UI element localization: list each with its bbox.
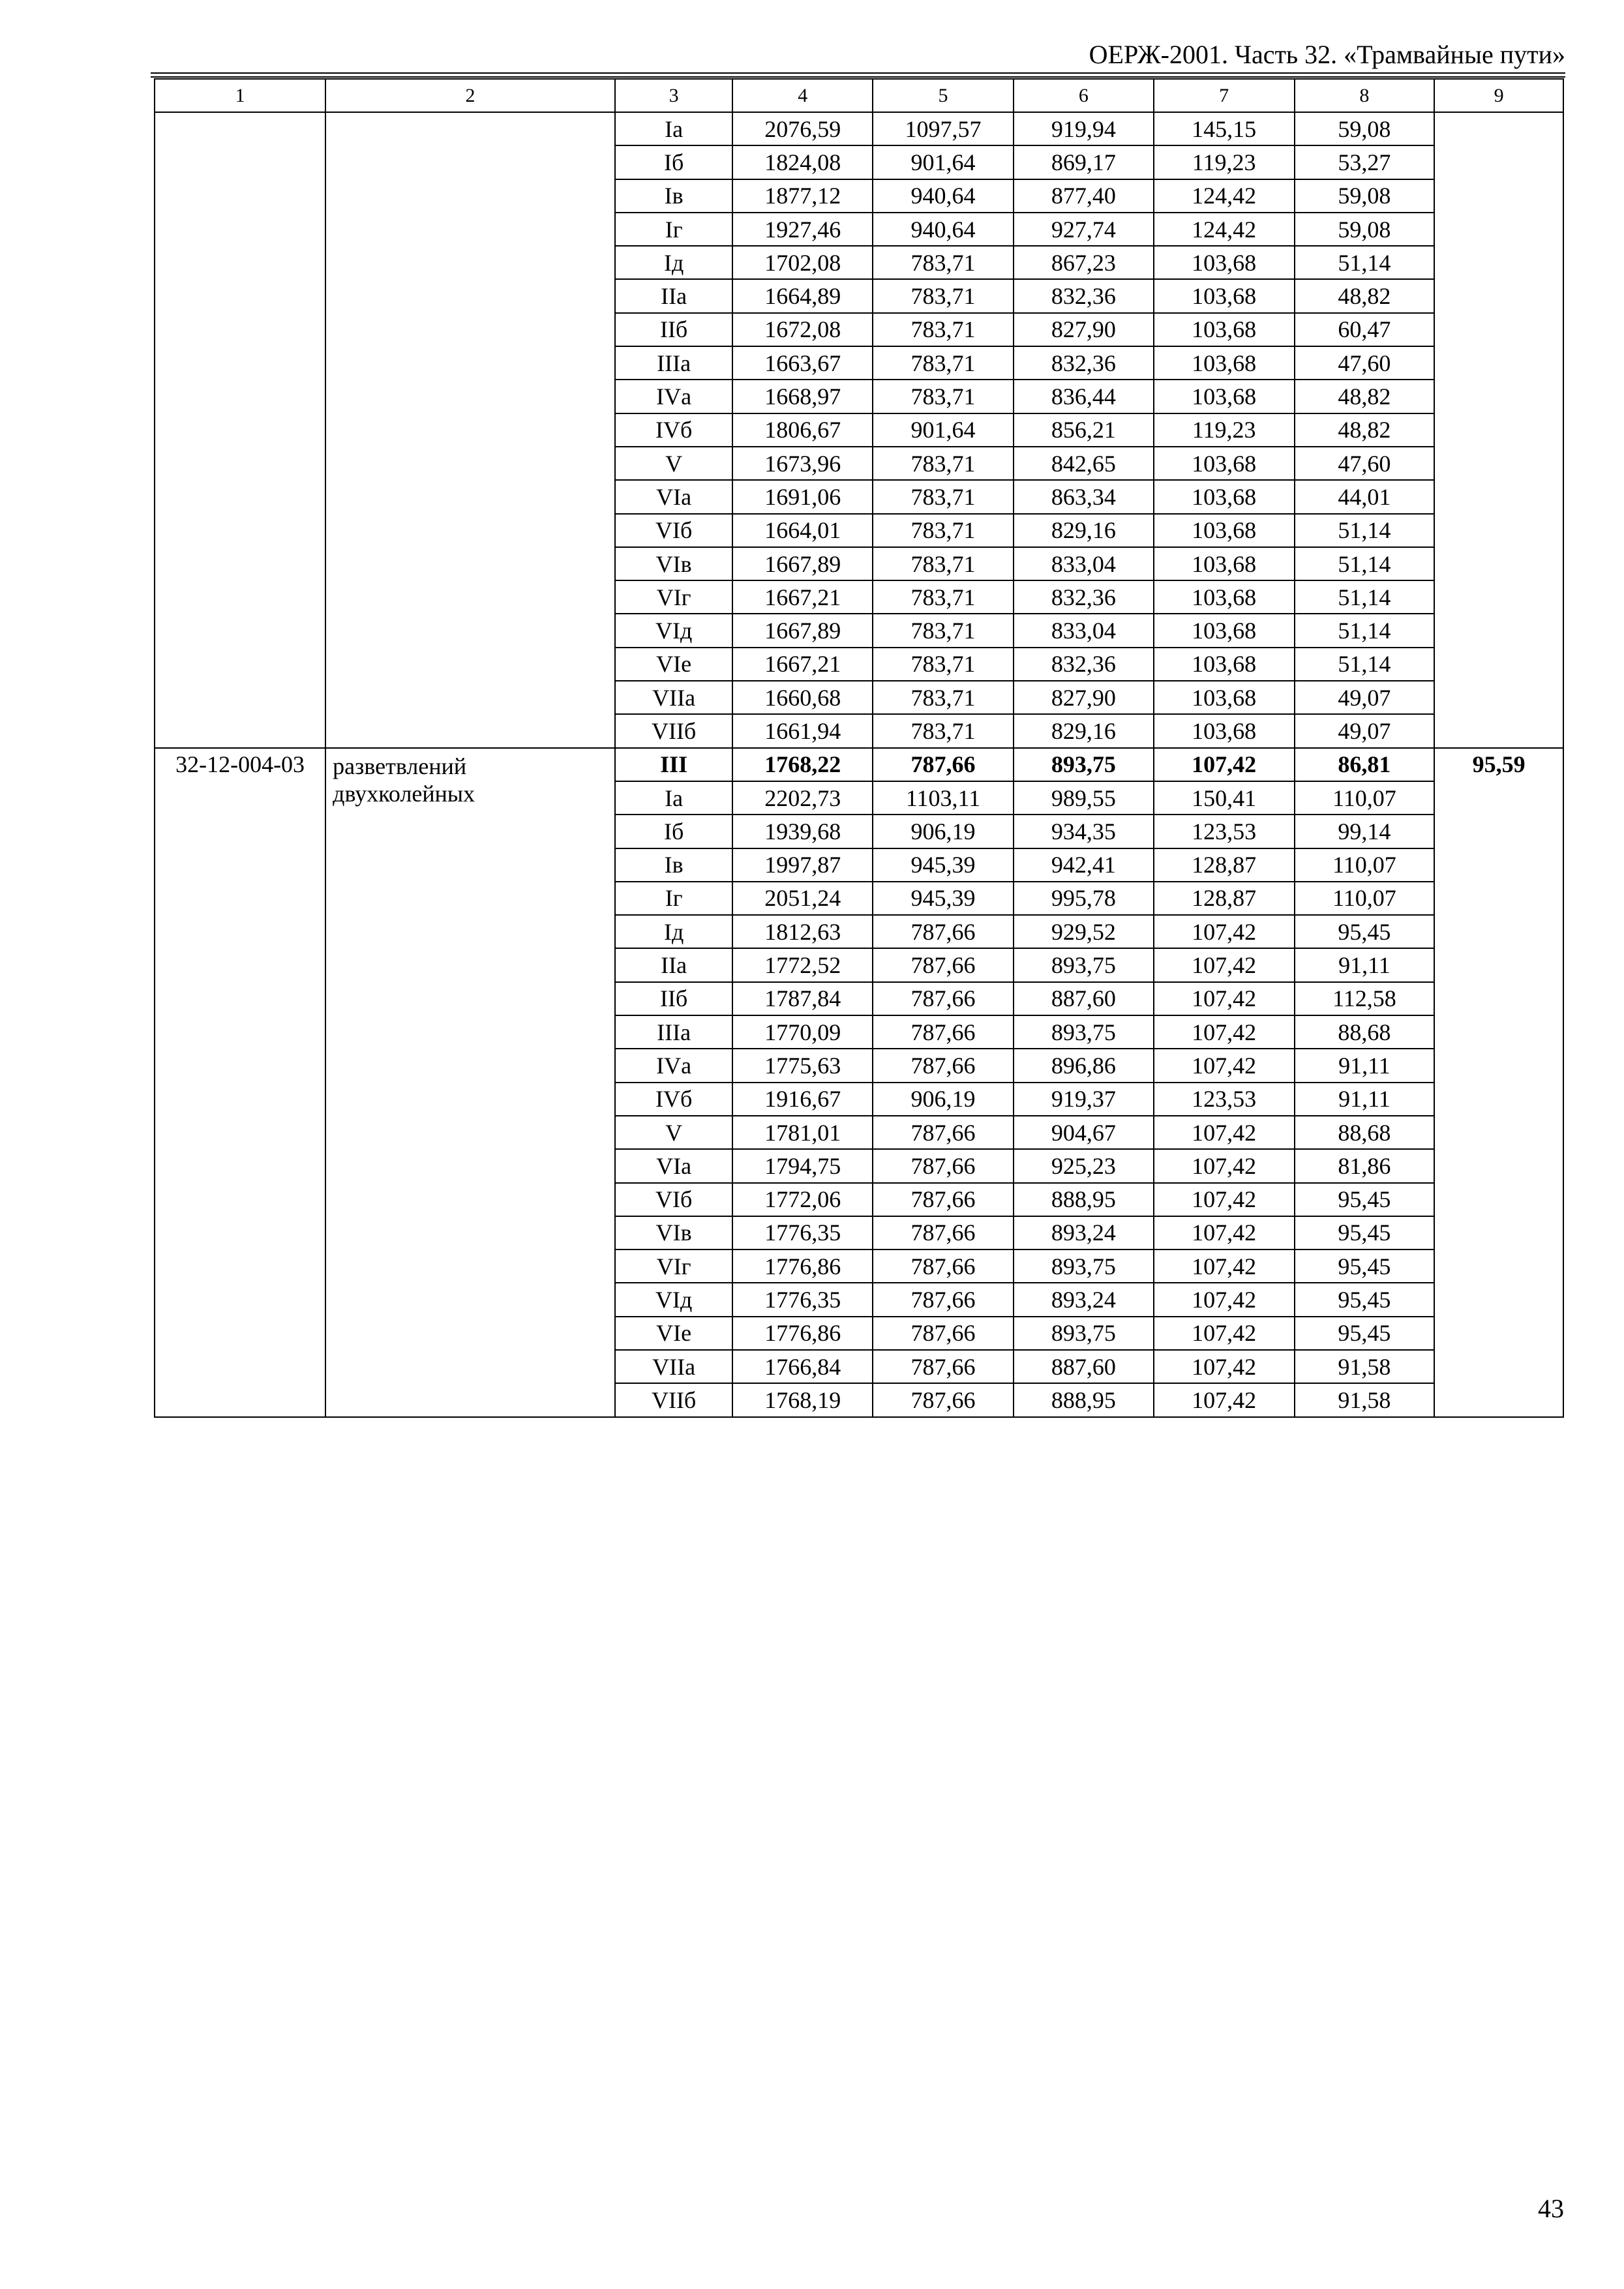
value-cell-col5: 783,71 [873, 380, 1014, 413]
value-cell-col6: 833,04 [1014, 614, 1154, 647]
value-cell-col5: 901,64 [873, 145, 1014, 179]
value-cell-col4: 1664,01 [732, 514, 873, 547]
value-cell-col4: 1775,63 [732, 1049, 873, 1082]
value-cell-col6: 863,34 [1014, 480, 1154, 513]
value-cell-col6: 919,94 [1014, 112, 1154, 145]
category-cell: V [615, 1116, 733, 1149]
category-cell: Iв [615, 179, 733, 213]
value-cell-col7: 107,42 [1154, 1317, 1295, 1350]
category-cell: VIIб [615, 1383, 733, 1416]
value-cell-col6: 942,41 [1014, 848, 1154, 882]
value-cell-col7: 103,68 [1154, 580, 1295, 614]
value-cell-col4: 1672,08 [732, 313, 873, 346]
value-cell-col5: 787,66 [873, 748, 1014, 781]
value-cell-col4: 2076,59 [732, 112, 873, 145]
value-cell-col7: 103,68 [1154, 380, 1295, 413]
value-cell-col8: 91,11 [1295, 948, 1435, 981]
value-cell-col6: 927,74 [1014, 213, 1154, 246]
category-cell: IIб [615, 313, 733, 346]
value-cell-col7: 145,15 [1154, 112, 1295, 145]
value-cell-col4: 1916,67 [732, 1083, 873, 1116]
value-cell-col5: 783,71 [873, 547, 1014, 580]
column-number: 8 [1295, 79, 1435, 112]
value-cell-col6: 893,75 [1014, 1015, 1154, 1049]
value-cell-col5: 783,71 [873, 480, 1014, 513]
value-cell-col5: 783,71 [873, 580, 1014, 614]
category-cell: IVа [615, 1049, 733, 1082]
value-cell-col7: 107,42 [1154, 1116, 1295, 1149]
value-cell-col8: 51,14 [1295, 514, 1435, 547]
value-cell-col4: 1768,22 [732, 748, 873, 781]
value-cell-col4: 1691,06 [732, 480, 873, 513]
value-cell-col4: 1939,68 [732, 815, 873, 848]
value-cell-col7: 107,42 [1154, 1015, 1295, 1049]
value-cell-col6: 995,78 [1014, 882, 1154, 915]
value-cell-col7: 107,42 [1154, 982, 1295, 1015]
value-cell-col7: 107,42 [1154, 1383, 1295, 1416]
value-cell-col7: 103,68 [1154, 279, 1295, 312]
value-cell-col7: 107,42 [1154, 1049, 1295, 1082]
category-cell: Iд [615, 246, 733, 279]
value-cell-col5: 783,71 [873, 681, 1014, 714]
value-cell-col8: 53,27 [1295, 145, 1435, 179]
value-cell-col4: 1667,89 [732, 614, 873, 647]
value-cell-col5: 787,66 [873, 948, 1014, 981]
value-cell-col7: 103,68 [1154, 547, 1295, 580]
category-cell: VIIа [615, 1350, 733, 1383]
value-cell-col8: 110,07 [1295, 848, 1435, 882]
value-cell-col5: 783,71 [873, 246, 1014, 279]
value-cell-col5: 787,66 [873, 1350, 1014, 1383]
value-cell-col6: 893,75 [1014, 1317, 1154, 1350]
value-cell-col6: 832,36 [1014, 346, 1154, 380]
value-cell-col4: 1812,63 [732, 915, 873, 948]
value-cell-col5: 787,66 [873, 1283, 1014, 1316]
value-cell-col7: 119,23 [1154, 413, 1295, 447]
value-cell-col6: 856,21 [1014, 413, 1154, 447]
column-number: 7 [1154, 79, 1295, 112]
value-cell-col5: 945,39 [873, 882, 1014, 915]
value-cell-col5: 945,39 [873, 848, 1014, 882]
page-number: 43 [1538, 2194, 1564, 2223]
value-cell-col8: 91,11 [1295, 1049, 1435, 1082]
value-cell-col8: 99,14 [1295, 815, 1435, 848]
value-cell-col5: 783,71 [873, 614, 1014, 647]
value-cell-col7: 107,42 [1154, 1350, 1295, 1383]
value-cell-col7: 107,42 [1154, 1249, 1295, 1283]
value-cell-col4: 1776,35 [732, 1283, 873, 1316]
value-cell-col4: 1772,52 [732, 948, 873, 981]
category-cell: VIа [615, 1149, 733, 1182]
value-cell-col5: 787,66 [873, 1015, 1014, 1049]
column-number: 1 [155, 79, 325, 112]
value-cell-col8: 95,45 [1295, 1317, 1435, 1350]
value-cell-col4: 1806,67 [732, 413, 873, 447]
category-cell: VIв [615, 547, 733, 580]
value-cell-col6: 832,36 [1014, 279, 1154, 312]
category-cell: Iб [615, 145, 733, 179]
value-cell-col8: 48,82 [1295, 413, 1435, 447]
value-cell-col5: 787,66 [873, 1149, 1014, 1182]
value-cell-col6: 867,23 [1014, 246, 1154, 279]
value-cell-col7: 107,42 [1154, 1183, 1295, 1216]
value-cell-col5: 940,64 [873, 179, 1014, 213]
value-cell-col4: 1776,86 [732, 1317, 873, 1350]
category-cell: VIг [615, 1249, 733, 1283]
value-cell-col7: 128,87 [1154, 848, 1295, 882]
value-cell-col6: 842,65 [1014, 447, 1154, 480]
value-cell-col5: 783,71 [873, 514, 1014, 547]
value-cell-col5: 787,66 [873, 1249, 1014, 1283]
column-number: 5 [873, 79, 1014, 112]
value-cell-col8: 51,14 [1295, 648, 1435, 681]
value-cell-col7: 150,41 [1154, 781, 1295, 815]
value-cell-col6: 925,23 [1014, 1149, 1154, 1182]
value-cell-col4: 1768,19 [732, 1383, 873, 1416]
value-cell-col7: 123,53 [1154, 1083, 1295, 1116]
value-cell-col6: 832,36 [1014, 580, 1154, 614]
value-cell-col5: 787,66 [873, 1049, 1014, 1082]
category-cell: VIе [615, 1317, 733, 1350]
category-cell: Iа [615, 112, 733, 145]
value-cell-col5: 787,66 [873, 1183, 1014, 1216]
value-cell-col7: 124,42 [1154, 213, 1295, 246]
value-cell-col4: 1794,75 [732, 1149, 873, 1182]
category-cell: Iд [615, 915, 733, 948]
category-cell: IVб [615, 1083, 733, 1116]
category-cell: IIа [615, 948, 733, 981]
value-cell-col8: 59,08 [1295, 112, 1435, 145]
value-cell-col5: 901,64 [873, 413, 1014, 447]
category-cell: Iг [615, 882, 733, 915]
value-cell-col5: 783,71 [873, 714, 1014, 747]
value-cell-col4: 1787,84 [732, 982, 873, 1015]
column-number: 6 [1014, 79, 1154, 112]
rates-table [154, 78, 1564, 1418]
value-cell-col6: 929,52 [1014, 915, 1154, 948]
value-cell-col4: 1770,09 [732, 1015, 873, 1049]
value-cell-col6: 888,95 [1014, 1183, 1154, 1216]
value-cell-col8: 110,07 [1295, 781, 1435, 815]
value-cell-col4: 2051,24 [732, 882, 873, 915]
value-cell-col7: 107,42 [1154, 915, 1295, 948]
category-cell: IIIа [615, 346, 733, 380]
value-cell-col6: 836,44 [1014, 380, 1154, 413]
value-cell-col4: 1667,21 [732, 648, 873, 681]
value-cell-col6: 877,40 [1014, 179, 1154, 213]
value-cell-col4: 1668,97 [732, 380, 873, 413]
value-cell-col7: 103,68 [1154, 480, 1295, 513]
rate-code-cell: 32-12-004-03 [155, 748, 325, 1417]
page-header-title: ОЕРЖ-2001. Часть 32. «Трамвайные пути» [1089, 40, 1565, 69]
value-cell-col8: 95,45 [1295, 915, 1435, 948]
value-cell-col4: 1661,94 [732, 714, 873, 747]
value-cell-col8: 59,08 [1295, 213, 1435, 246]
value-cell-col8: 91,58 [1295, 1383, 1435, 1416]
value-cell-col4: 1702,08 [732, 246, 873, 279]
value-cell-col4: 1927,46 [732, 213, 873, 246]
value-cell-col7: 103,68 [1154, 614, 1295, 647]
rates-table-body [155, 79, 1563, 1417]
value-cell-col4: 1781,01 [732, 1116, 873, 1149]
category-cell: IIа [615, 279, 733, 312]
value-cell-col8: 88,68 [1295, 1015, 1435, 1049]
value-cell-col8: 49,07 [1295, 714, 1435, 747]
value-cell-col8: 95,45 [1295, 1183, 1435, 1216]
value-cell-col6: 829,16 [1014, 714, 1154, 747]
value-cell-col4: 1673,96 [732, 447, 873, 480]
value-cell-col6: 827,90 [1014, 313, 1154, 346]
value-cell-col4: 1772,06 [732, 1183, 873, 1216]
value-cell-col5: 783,71 [873, 313, 1014, 346]
value-cell-col4: 1997,87 [732, 848, 873, 882]
value-cell-col8: 91,58 [1295, 1350, 1435, 1383]
column-number: 9 [1434, 79, 1563, 112]
value-cell-col7: 103,68 [1154, 447, 1295, 480]
category-cell: Iг [615, 213, 733, 246]
category-cell: VIIа [615, 681, 733, 714]
value-cell-col8: 88,68 [1295, 1116, 1435, 1149]
value-cell-col8: 48,82 [1295, 279, 1435, 312]
value-cell-col5: 783,71 [873, 346, 1014, 380]
value-cell-col6: 893,75 [1014, 1249, 1154, 1283]
value-cell-col6: 896,86 [1014, 1049, 1154, 1082]
table-row [155, 748, 1563, 781]
category-cell: Iв [615, 848, 733, 882]
value-cell-col5: 787,66 [873, 915, 1014, 948]
value-cell-col4: 1667,21 [732, 580, 873, 614]
category-cell: VIв [615, 1216, 733, 1249]
value-cell-col7: 107,42 [1154, 1216, 1295, 1249]
value-cell-col5: 783,71 [873, 648, 1014, 681]
work-name-cell: разветвлений двухколейных [325, 748, 615, 1417]
category-cell: IIIа [615, 1015, 733, 1049]
category-cell: VIа [615, 480, 733, 513]
value-cell-col6: 893,24 [1014, 1283, 1154, 1316]
value-cell-col5: 1097,57 [873, 112, 1014, 145]
value-cell-col5: 1103,11 [873, 781, 1014, 815]
value-cell-col7: 103,68 [1154, 313, 1295, 346]
column9-value-cell [1434, 112, 1563, 748]
value-cell-col7: 128,87 [1154, 882, 1295, 915]
value-cell-col8: 51,14 [1295, 547, 1435, 580]
column9-value-cell: 95,59 [1434, 748, 1563, 1417]
value-cell-col8: 86,81 [1295, 748, 1435, 781]
value-cell-col4: 1776,35 [732, 1216, 873, 1249]
value-cell-col8: 95,45 [1295, 1249, 1435, 1283]
value-cell-col8: 51,14 [1295, 614, 1435, 647]
value-cell-col5: 787,66 [873, 1317, 1014, 1350]
value-cell-col6: 887,60 [1014, 1350, 1154, 1383]
value-cell-col5: 787,66 [873, 1216, 1014, 1249]
value-cell-col7: 107,42 [1154, 1283, 1295, 1316]
category-cell: VIб [615, 514, 733, 547]
category-cell: VIе [615, 648, 733, 681]
header-rule-top [151, 72, 1565, 74]
category-cell: IVа [615, 380, 733, 413]
value-cell-col5: 787,66 [873, 1383, 1014, 1416]
category-cell: III [615, 748, 733, 781]
category-cell: IIб [615, 982, 733, 1015]
value-cell-col4: 1877,12 [732, 179, 873, 213]
value-cell-col6: 893,75 [1014, 948, 1154, 981]
category-cell: Iб [615, 815, 733, 848]
value-cell-col8: 59,08 [1295, 179, 1435, 213]
value-cell-col4: 1667,89 [732, 547, 873, 580]
value-cell-col6: 833,04 [1014, 547, 1154, 580]
value-cell-col6: 904,67 [1014, 1116, 1154, 1149]
value-cell-col8: 91,11 [1295, 1083, 1435, 1116]
value-cell-col8: 47,60 [1295, 346, 1435, 380]
value-cell-col8: 44,01 [1295, 480, 1435, 513]
value-cell-col8: 47,60 [1295, 447, 1435, 480]
category-cell: VIIб [615, 714, 733, 747]
value-cell-col7: 124,42 [1154, 179, 1295, 213]
value-cell-col7: 103,68 [1154, 681, 1295, 714]
value-cell-col7: 103,68 [1154, 346, 1295, 380]
category-cell: VIд [615, 614, 733, 647]
header-rule-bottom [151, 76, 1565, 78]
value-cell-col5: 787,66 [873, 982, 1014, 1015]
value-cell-col8: 110,07 [1295, 882, 1435, 915]
column-number: 2 [325, 79, 615, 112]
value-cell-col6: 989,55 [1014, 781, 1154, 815]
value-cell-col5: 783,71 [873, 447, 1014, 480]
value-cell-col4: 1766,84 [732, 1350, 873, 1383]
value-cell-col7: 107,42 [1154, 948, 1295, 981]
value-cell-col8: 51,14 [1295, 246, 1435, 279]
value-cell-col6: 934,35 [1014, 815, 1154, 848]
value-cell-col7: 103,68 [1154, 648, 1295, 681]
value-cell-col6: 829,16 [1014, 514, 1154, 547]
value-cell-col6: 827,90 [1014, 681, 1154, 714]
value-cell-col8: 95,45 [1295, 1216, 1435, 1249]
column-number: 3 [615, 79, 733, 112]
value-cell-col6: 888,95 [1014, 1383, 1154, 1416]
column-number: 4 [732, 79, 873, 112]
value-cell-col7: 103,68 [1154, 514, 1295, 547]
value-cell-col6: 887,60 [1014, 982, 1154, 1015]
value-cell-col4: 1664,89 [732, 279, 873, 312]
work-name-cell [325, 112, 615, 748]
value-cell-col5: 906,19 [873, 815, 1014, 848]
value-cell-col8: 51,14 [1295, 580, 1435, 614]
category-cell: V [615, 447, 733, 480]
rate-code-cell [155, 112, 325, 748]
value-cell-col6: 893,75 [1014, 748, 1154, 781]
value-cell-col5: 787,66 [873, 1116, 1014, 1149]
value-cell-col7: 107,42 [1154, 748, 1295, 781]
category-cell: VIб [615, 1183, 733, 1216]
category-cell: VIг [615, 580, 733, 614]
value-cell-col6: 832,36 [1014, 648, 1154, 681]
value-cell-col8: 48,82 [1295, 380, 1435, 413]
value-cell-col4: 2202,73 [732, 781, 873, 815]
value-cell-col7: 107,42 [1154, 1149, 1295, 1182]
category-cell: VIд [615, 1283, 733, 1316]
value-cell-col8: 49,07 [1295, 681, 1435, 714]
value-cell-col7: 103,68 [1154, 246, 1295, 279]
value-cell-col5: 906,19 [873, 1083, 1014, 1116]
value-cell-col7: 119,23 [1154, 145, 1295, 179]
value-cell-col5: 783,71 [873, 279, 1014, 312]
value-cell-col6: 919,37 [1014, 1083, 1154, 1116]
value-cell-col7: 103,68 [1154, 714, 1295, 747]
value-cell-col6: 869,17 [1014, 145, 1154, 179]
value-cell-col5: 940,64 [873, 213, 1014, 246]
value-cell-col6: 893,24 [1014, 1216, 1154, 1249]
value-cell-col8: 81,86 [1295, 1149, 1435, 1182]
value-cell-col8: 95,45 [1295, 1283, 1435, 1316]
value-cell-col4: 1660,68 [732, 681, 873, 714]
value-cell-col7: 123,53 [1154, 815, 1295, 848]
value-cell-col8: 60,47 [1295, 313, 1435, 346]
value-cell-col8: 112,58 [1295, 982, 1435, 1015]
value-cell-col4: 1776,86 [732, 1249, 873, 1283]
value-cell-col4: 1663,67 [732, 346, 873, 380]
column-number-row [155, 79, 1563, 112]
value-cell-col4: 1824,08 [732, 145, 873, 179]
table-row [155, 112, 1563, 145]
category-cell: Iа [615, 781, 733, 815]
category-cell: IVб [615, 413, 733, 447]
